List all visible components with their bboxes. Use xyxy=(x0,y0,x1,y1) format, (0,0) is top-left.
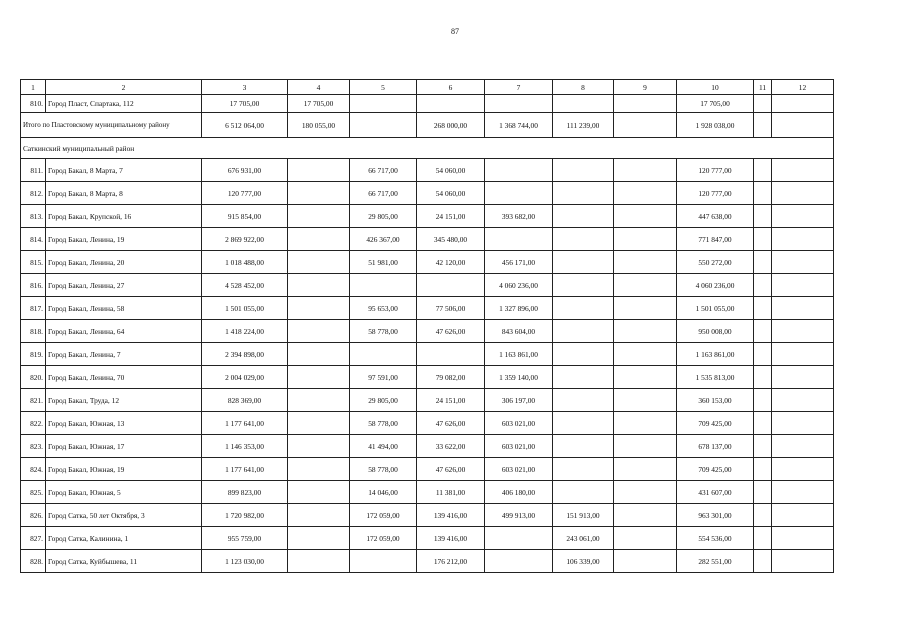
cell-col4 xyxy=(288,205,350,228)
cell-col3: 17 705,00 xyxy=(202,95,288,113)
cell-col9 xyxy=(614,504,677,527)
cell-col7: 603 021,00 xyxy=(485,412,553,435)
cell-col3: 1 177 641,00 xyxy=(202,458,288,481)
cell-col7: 1 163 861,00 xyxy=(485,343,553,366)
cell-col11 xyxy=(754,550,772,573)
total-col3: 6 512 064,00 xyxy=(202,113,288,138)
cell-col3: 955 759,00 xyxy=(202,527,288,550)
cell-col5: 95 653,00 xyxy=(350,297,417,320)
cell-col10: 1 501 055,00 xyxy=(677,297,754,320)
cell-col12 xyxy=(772,182,834,205)
cell-col9 xyxy=(614,343,677,366)
cell-col5: 41 494,00 xyxy=(350,435,417,458)
cell-col11 xyxy=(754,95,772,113)
cell-col9 xyxy=(614,228,677,251)
cell-col8: 106 339,00 xyxy=(553,550,614,573)
cell-col8 xyxy=(553,228,614,251)
cell-col8 xyxy=(553,389,614,412)
cell-col12 xyxy=(772,251,834,274)
cell-col6: 24 151,00 xyxy=(417,205,485,228)
row-index: 820. xyxy=(21,366,46,389)
row-address: Город Бакал, Ленина, 64 xyxy=(46,320,202,343)
cell-col10: 120 777,00 xyxy=(677,159,754,182)
table-row xyxy=(21,320,834,343)
row-address: Город Бакал, Южная, 19 xyxy=(46,458,202,481)
row-index: 816. xyxy=(21,274,46,297)
cell-col3: 4 528 452,00 xyxy=(202,274,288,297)
row-index: 810. xyxy=(21,95,46,113)
cell-col6: 33 622,00 xyxy=(417,435,485,458)
cell-col12 xyxy=(772,205,834,228)
row-address: Город Бакал, Ленина, 7 xyxy=(46,343,202,366)
cell-col12 xyxy=(772,527,834,550)
cell-col11 xyxy=(754,458,772,481)
cell-col11 xyxy=(754,320,772,343)
cell-col4 xyxy=(288,435,350,458)
cell-col4 xyxy=(288,504,350,527)
cell-col9 xyxy=(614,297,677,320)
cell-col4 xyxy=(288,274,350,297)
cell-col11 xyxy=(754,481,772,504)
cell-col10: 771 847,00 xyxy=(677,228,754,251)
cell-col6: 77 506,00 xyxy=(417,297,485,320)
column-number: 5 xyxy=(350,80,417,95)
cell-col11 xyxy=(754,366,772,389)
row-index: 828. xyxy=(21,550,46,573)
cell-col5: 66 717,00 xyxy=(350,182,417,205)
cell-col6: 54 060,00 xyxy=(417,159,485,182)
cell-col11 xyxy=(754,504,772,527)
cell-col8 xyxy=(553,481,614,504)
cell-col10: 4 060 236,00 xyxy=(677,274,754,297)
cell-col6: 42 120,00 xyxy=(417,251,485,274)
column-number: 4 xyxy=(288,80,350,95)
cell-col3: 120 777,00 xyxy=(202,182,288,205)
row-address: Город Бакал, Ленина, 27 xyxy=(46,274,202,297)
cell-col10: 550 272,00 xyxy=(677,251,754,274)
row-address: Город Бакал, 8 Марта, 7 xyxy=(46,159,202,182)
cell-col11 xyxy=(754,297,772,320)
total-col9 xyxy=(614,113,677,138)
row-index: 815. xyxy=(21,251,46,274)
row-address: Город Бакал, Ленина, 20 xyxy=(46,251,202,274)
table-row xyxy=(21,481,834,504)
cell-col5: 58 778,00 xyxy=(350,458,417,481)
row-index: 819. xyxy=(21,343,46,366)
cell-col6: 11 381,00 xyxy=(417,481,485,504)
table-row xyxy=(21,205,834,228)
column-number: 3 xyxy=(202,80,288,95)
cell-col7: 4 060 236,00 xyxy=(485,274,553,297)
cell-col10: 709 425,00 xyxy=(677,458,754,481)
cell-col6: 79 082,00 xyxy=(417,366,485,389)
cell-col11 xyxy=(754,159,772,182)
table-row xyxy=(21,504,834,527)
cell-col8 xyxy=(553,320,614,343)
row-index: 812. xyxy=(21,182,46,205)
cell-col3: 1 177 641,00 xyxy=(202,412,288,435)
row-address: Город Бакал, Южная, 13 xyxy=(46,412,202,435)
cell-col11 xyxy=(754,412,772,435)
total-label: Итого по Пластовскому муниципальному району xyxy=(21,113,202,138)
cell-col9 xyxy=(614,320,677,343)
total-col12 xyxy=(772,113,834,138)
cell-col6: 24 151,00 xyxy=(417,389,485,412)
cell-col7: 306 197,00 xyxy=(485,389,553,412)
cell-col4 xyxy=(288,366,350,389)
cell-col10: 554 536,00 xyxy=(677,527,754,550)
cell-col12 xyxy=(772,458,834,481)
cell-col3: 676 931,00 xyxy=(202,159,288,182)
table-row xyxy=(21,435,834,458)
cell-col12 xyxy=(772,297,834,320)
cell-col8 xyxy=(553,182,614,205)
cell-col5: 29 805,00 xyxy=(350,389,417,412)
cell-col9 xyxy=(614,412,677,435)
cell-col4 xyxy=(288,320,350,343)
column-number: 2 xyxy=(46,80,202,95)
cell-col8 xyxy=(553,412,614,435)
row-address: Город Бакал, Ленина, 58 xyxy=(46,297,202,320)
cell-col5: 172 059,00 xyxy=(350,504,417,527)
cell-col7 xyxy=(485,95,553,113)
total-row xyxy=(21,113,834,138)
row-address: Город Бакал, 8 Марта, 8 xyxy=(46,182,202,205)
cell-col8 xyxy=(553,251,614,274)
cell-col9 xyxy=(614,182,677,205)
section-title: Саткинский муниципальный район xyxy=(21,138,834,159)
cell-col6: 47 626,00 xyxy=(417,458,485,481)
cell-col10: 950 008,00 xyxy=(677,320,754,343)
column-number: 1 xyxy=(21,80,46,95)
cell-col3: 2 394 898,00 xyxy=(202,343,288,366)
cell-col10: 282 551,00 xyxy=(677,550,754,573)
column-number: 9 xyxy=(614,80,677,95)
row-address: Город Пласт, Спартака, 112 xyxy=(46,95,202,113)
cell-col5 xyxy=(350,95,417,113)
cell-col10: 447 638,00 xyxy=(677,205,754,228)
cell-col3: 1 418 224,00 xyxy=(202,320,288,343)
row-address: Город Бакал, Южная, 5 xyxy=(46,481,202,504)
cell-col12 xyxy=(772,504,834,527)
cell-col3: 915 854,00 xyxy=(202,205,288,228)
cell-col7: 393 682,00 xyxy=(485,205,553,228)
total-col6: 268 000,00 xyxy=(417,113,485,138)
cell-col5: 172 059,00 xyxy=(350,527,417,550)
cell-col8 xyxy=(553,297,614,320)
cell-col8 xyxy=(553,159,614,182)
cell-col6: 139 416,00 xyxy=(417,527,485,550)
cell-col12 xyxy=(772,435,834,458)
cell-col11 xyxy=(754,251,772,274)
total-col10: 1 928 038,00 xyxy=(677,113,754,138)
table-row xyxy=(21,458,834,481)
row-index: 822. xyxy=(21,412,46,435)
row-address: Город Бакал, Ленина, 19 xyxy=(46,228,202,251)
cell-col8 xyxy=(553,458,614,481)
cell-col4 xyxy=(288,389,350,412)
cell-col7: 843 604,00 xyxy=(485,320,553,343)
cell-col9 xyxy=(614,251,677,274)
page-number: 87 xyxy=(451,27,459,36)
column-number: 7 xyxy=(485,80,553,95)
cell-col4 xyxy=(288,182,350,205)
table-row xyxy=(21,297,834,320)
row-index: 821. xyxy=(21,389,46,412)
cell-col8 xyxy=(553,366,614,389)
cell-col6 xyxy=(417,343,485,366)
cell-col4 xyxy=(288,297,350,320)
row-address: Город Бакал, Ленина, 70 xyxy=(46,366,202,389)
cell-col7: 456 171,00 xyxy=(485,251,553,274)
cell-col7 xyxy=(485,550,553,573)
table-row xyxy=(21,389,834,412)
cell-col10: 1 535 813,00 xyxy=(677,366,754,389)
cell-col6 xyxy=(417,95,485,113)
cell-col4: 17 705,00 xyxy=(288,95,350,113)
cell-col9 xyxy=(614,550,677,573)
cell-col11 xyxy=(754,435,772,458)
cell-col9 xyxy=(614,366,677,389)
cell-col10: 360 153,00 xyxy=(677,389,754,412)
cell-col12 xyxy=(772,343,834,366)
cell-col6: 345 480,00 xyxy=(417,228,485,251)
cell-col9 xyxy=(614,435,677,458)
cell-col11 xyxy=(754,205,772,228)
cell-col4 xyxy=(288,251,350,274)
cell-col8 xyxy=(553,205,614,228)
table-row xyxy=(21,366,834,389)
cell-col10: 678 137,00 xyxy=(677,435,754,458)
column-number: 10 xyxy=(677,80,754,95)
total-col8: 111 239,00 xyxy=(553,113,614,138)
cell-col4 xyxy=(288,228,350,251)
row-address: Город Сатка, Куйбышева, 11 xyxy=(46,550,202,573)
table-row xyxy=(21,527,834,550)
row-address: Город Бакал, Труда, 12 xyxy=(46,389,202,412)
cell-col9 xyxy=(614,458,677,481)
row-index: 814. xyxy=(21,228,46,251)
cell-col7: 603 021,00 xyxy=(485,458,553,481)
cell-col3: 2 004 029,00 xyxy=(202,366,288,389)
cell-col6: 139 416,00 xyxy=(417,504,485,527)
cell-col6: 47 626,00 xyxy=(417,412,485,435)
row-index: 813. xyxy=(21,205,46,228)
cell-col7: 499 913,00 xyxy=(485,504,553,527)
row-index: 826. xyxy=(21,504,46,527)
cell-col12 xyxy=(772,481,834,504)
column-number: 8 xyxy=(553,80,614,95)
cell-col5: 51 981,00 xyxy=(350,251,417,274)
cell-col10: 120 777,00 xyxy=(677,182,754,205)
table-row xyxy=(21,95,834,113)
cell-col6: 54 060,00 xyxy=(417,182,485,205)
cell-col5 xyxy=(350,343,417,366)
cell-col9 xyxy=(614,159,677,182)
cell-col8 xyxy=(553,274,614,297)
table-row xyxy=(21,412,834,435)
cell-col7: 1 359 140,00 xyxy=(485,366,553,389)
cell-col3: 1 018 488,00 xyxy=(202,251,288,274)
row-index: 825. xyxy=(21,481,46,504)
cell-col7 xyxy=(485,228,553,251)
cell-col6 xyxy=(417,274,485,297)
cell-col12 xyxy=(772,412,834,435)
total-col7: 1 368 744,00 xyxy=(485,113,553,138)
cell-col8: 243 061,00 xyxy=(553,527,614,550)
row-address: Город Сатка, 50 лет Октября, 3 xyxy=(46,504,202,527)
column-number: 6 xyxy=(417,80,485,95)
cell-col9 xyxy=(614,274,677,297)
cell-col7 xyxy=(485,159,553,182)
cell-col8: 151 913,00 xyxy=(553,504,614,527)
cell-col4 xyxy=(288,550,350,573)
cell-col5: 14 046,00 xyxy=(350,481,417,504)
cell-col12 xyxy=(772,228,834,251)
cell-col4 xyxy=(288,159,350,182)
total-col5 xyxy=(350,113,417,138)
row-index: 823. xyxy=(21,435,46,458)
cell-col3: 1 146 353,00 xyxy=(202,435,288,458)
cell-col4 xyxy=(288,343,350,366)
cell-col8 xyxy=(553,95,614,113)
cell-col5 xyxy=(350,550,417,573)
cell-col7: 1 327 896,00 xyxy=(485,297,553,320)
cell-col9 xyxy=(614,389,677,412)
cell-col10: 963 301,00 xyxy=(677,504,754,527)
cell-col10: 431 607,00 xyxy=(677,481,754,504)
cell-col12 xyxy=(772,274,834,297)
table-row xyxy=(21,182,834,205)
cell-col12 xyxy=(772,95,834,113)
row-address: Город Бакал, Южная, 17 xyxy=(46,435,202,458)
cell-col3: 2 869 922,00 xyxy=(202,228,288,251)
header-row xyxy=(21,80,834,95)
cell-col9 xyxy=(614,205,677,228)
cell-col3: 899 823,00 xyxy=(202,481,288,504)
cell-col5: 58 778,00 xyxy=(350,412,417,435)
cell-col3: 828 369,00 xyxy=(202,389,288,412)
cell-col6: 176 212,00 xyxy=(417,550,485,573)
cell-col5: 29 805,00 xyxy=(350,205,417,228)
table-row xyxy=(21,251,834,274)
cell-col3: 1 720 982,00 xyxy=(202,504,288,527)
cell-col5: 66 717,00 xyxy=(350,159,417,182)
cell-col9 xyxy=(614,95,677,113)
total-col4: 180 055,00 xyxy=(288,113,350,138)
cell-col5: 426 367,00 xyxy=(350,228,417,251)
table-row xyxy=(21,159,834,182)
cell-col7: 603 021,00 xyxy=(485,435,553,458)
column-number: 12 xyxy=(772,80,834,95)
cell-col12 xyxy=(772,159,834,182)
table-row xyxy=(21,550,834,573)
cell-col11 xyxy=(754,274,772,297)
row-index: 818. xyxy=(21,320,46,343)
cell-col7: 406 180,00 xyxy=(485,481,553,504)
cell-col5 xyxy=(350,274,417,297)
row-address: Город Бакал, Крупской, 16 xyxy=(46,205,202,228)
cell-col5: 97 591,00 xyxy=(350,366,417,389)
cell-col7 xyxy=(485,182,553,205)
cell-col11 xyxy=(754,389,772,412)
cell-col10: 709 425,00 xyxy=(677,412,754,435)
cell-col9 xyxy=(614,527,677,550)
cell-col4 xyxy=(288,527,350,550)
cell-col6: 47 626,00 xyxy=(417,320,485,343)
cell-col10: 17 705,00 xyxy=(677,95,754,113)
cell-col3: 1 123 030,00 xyxy=(202,550,288,573)
cell-col5: 58 778,00 xyxy=(350,320,417,343)
cell-col11 xyxy=(754,343,772,366)
row-index: 824. xyxy=(21,458,46,481)
cell-col8 xyxy=(553,435,614,458)
cell-col3: 1 501 055,00 xyxy=(202,297,288,320)
cell-col10: 1 163 861,00 xyxy=(677,343,754,366)
total-col11 xyxy=(754,113,772,138)
cell-col4 xyxy=(288,458,350,481)
cell-col12 xyxy=(772,366,834,389)
table-row xyxy=(21,228,834,251)
table-row xyxy=(21,343,834,366)
section-row xyxy=(21,138,834,159)
cell-col4 xyxy=(288,481,350,504)
row-index: 811. xyxy=(21,159,46,182)
register-table xyxy=(20,79,834,573)
cell-col7 xyxy=(485,527,553,550)
cell-col11 xyxy=(754,182,772,205)
cell-col12 xyxy=(772,389,834,412)
cell-col11 xyxy=(754,527,772,550)
table-row xyxy=(21,274,834,297)
row-address: Город Сатка, Калинина, 1 xyxy=(46,527,202,550)
row-index: 827. xyxy=(21,527,46,550)
row-index: 817. xyxy=(21,297,46,320)
cell-col12 xyxy=(772,550,834,573)
cell-col4 xyxy=(288,412,350,435)
cell-col12 xyxy=(772,320,834,343)
cell-col9 xyxy=(614,481,677,504)
cell-col11 xyxy=(754,228,772,251)
cell-col8 xyxy=(553,343,614,366)
column-number: 11 xyxy=(754,80,772,95)
